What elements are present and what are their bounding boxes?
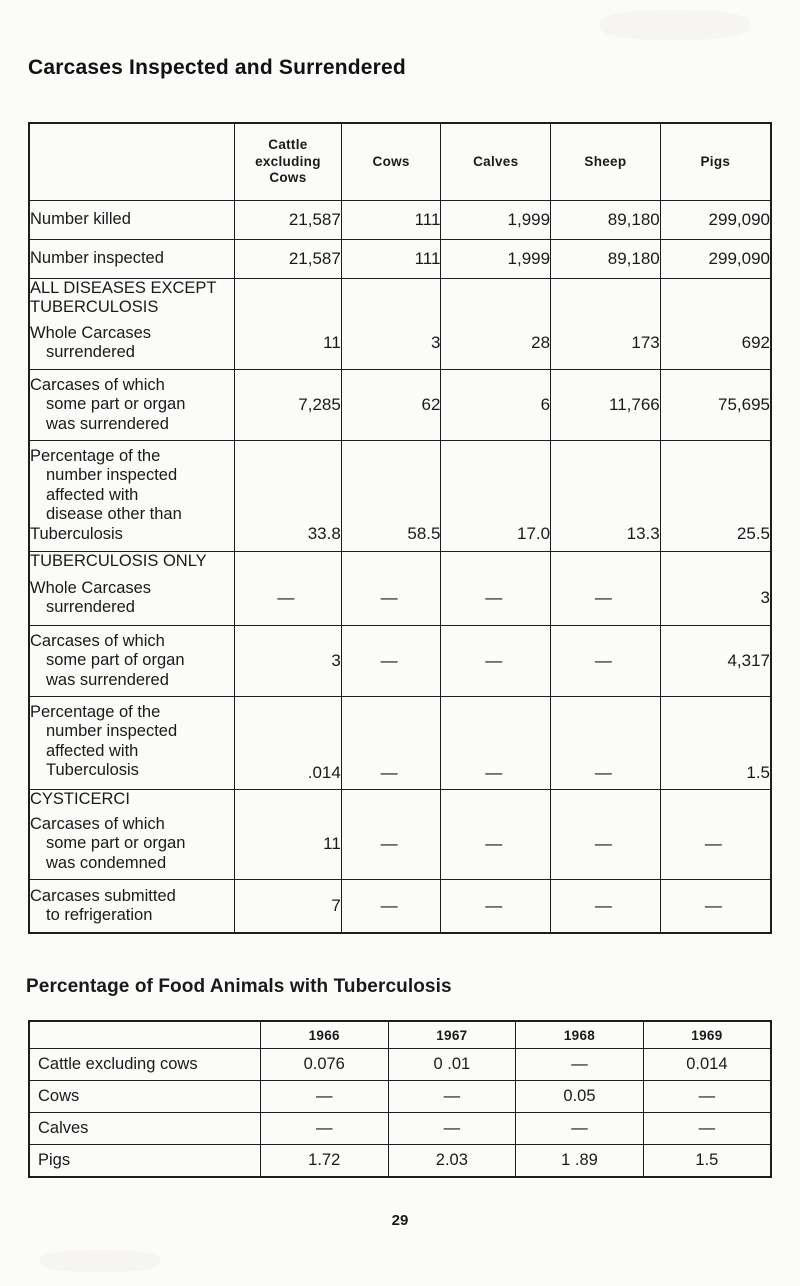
section-title-all-diseases-line1: ALL DISEASES EXCEPT	[29, 279, 235, 299]
row-label-tb-part-organ-surrendered	[29, 626, 235, 697]
cell-part-organ-surrendered-cows: 62	[341, 370, 441, 441]
label-line-2: some part or organ	[46, 834, 186, 853]
cell-percentage-other-disease-calves: 17.0	[441, 441, 551, 552]
cy-spacer-cows	[341, 790, 441, 810]
label-line-3: was surrendered	[46, 670, 169, 689]
cell-part-organ-surrendered-cattle: 7,285	[235, 370, 342, 441]
pct-header-row	[29, 1021, 771, 1049]
cy-spacer-cattle	[235, 790, 342, 810]
row-label-part-organ-surrendered	[29, 370, 235, 441]
cell-number-killed-cows: 111	[341, 201, 441, 240]
header-line-2: excluding	[255, 153, 321, 169]
row-label-tb-whole-carcases-surrendered	[29, 571, 235, 626]
column-header-cattle-excluding-cows	[235, 123, 342, 201]
scan-artifact	[600, 10, 750, 40]
cell-number-killed-pigs: 299,090	[660, 201, 771, 240]
pct-cell-cows-1968: 0.05	[516, 1081, 644, 1113]
pct-cell-pigs-1967: 2.03	[388, 1145, 516, 1178]
cy-spacer-sheep	[551, 790, 661, 810]
pct-row-label-calves: Calves	[29, 1113, 260, 1145]
label-line-1: Whole Carcases	[30, 323, 152, 342]
cell-cysticerci-condemned-sheep: —	[551, 809, 661, 880]
cell-whole-carcases-surrendered-cows: 3	[341, 317, 441, 370]
pct-cell-cows-1967: —	[388, 1081, 516, 1113]
row-label-carcases-refrigeration	[29, 880, 235, 934]
pct-cell-calves-1966: —	[260, 1113, 388, 1145]
cell-percentage-other-disease-cattle: 33.8	[235, 441, 342, 552]
pct-cell-calves-1967: —	[388, 1113, 516, 1145]
row-label-whole-carcases-surrendered	[29, 317, 235, 370]
section-spacer-pigs	[660, 279, 771, 299]
label-line-4: disease other than	[46, 505, 182, 524]
pct-column-header-1968: 1968	[516, 1021, 644, 1049]
cell-tb-part-calves: —	[441, 626, 551, 697]
label-line-2: surrendered	[46, 343, 135, 361]
cell-part-organ-surrendered-sheep: 11,766	[551, 370, 661, 441]
label-line-1: Percentage of the	[30, 447, 161, 465]
cell-whole-carcases-surrendered-pigs: 692	[660, 317, 771, 370]
scan-artifact	[40, 1250, 160, 1272]
row-label-cysticerci-condemned	[29, 809, 235, 880]
section-spacer-pigs-2	[660, 298, 771, 317]
header-line-3: Cows	[269, 170, 307, 186]
cell-part-organ-surrendered-pigs: 75,695	[660, 370, 771, 441]
label-line-1: Carcases of which	[30, 375, 165, 394]
column-header-pigs: Pigs	[660, 123, 771, 201]
section-title-tuberculosis-only: TUBERCULOSIS ONLY	[29, 552, 235, 572]
table-row	[29, 1081, 771, 1113]
cell-refrigeration-sheep: —	[551, 880, 661, 934]
label-line-2: some part of organ	[46, 651, 185, 670]
cell-tb-whole-cows: —	[341, 571, 441, 626]
cell-whole-carcases-surrendered-cattle: 11	[235, 317, 342, 370]
cell-cysticerci-condemned-cattle: 11	[235, 809, 342, 880]
header-line-1: Cattle	[268, 136, 308, 152]
table-row	[29, 201, 771, 240]
cell-tb-percentage-pigs: 1.5	[660, 697, 771, 790]
table-row	[29, 809, 771, 880]
column-header-blank	[29, 123, 235, 201]
cell-tb-whole-cattle: —	[235, 571, 342, 626]
cell-cysticerci-condemned-cows: —	[341, 809, 441, 880]
label-line-2: to refrigeration	[46, 906, 153, 924]
pct-cell-cows-1969: —	[643, 1081, 771, 1113]
label-line-2: surrendered	[46, 598, 135, 616]
pct-row-label-pigs: Pigs	[29, 1145, 260, 1178]
pct-column-header-1969: 1969	[643, 1021, 771, 1049]
cell-refrigeration-calves: —	[441, 880, 551, 934]
cell-number-inspected-cattle: 21,587	[235, 240, 342, 279]
page-number: 29	[391, 1212, 409, 1229]
cell-whole-carcases-surrendered-sheep: 173	[551, 317, 661, 370]
cell-tb-percentage-cattle: .014	[235, 697, 342, 790]
cell-part-organ-surrendered-calves: 6	[441, 370, 551, 441]
cell-tb-whole-pigs: 3	[660, 571, 771, 626]
cell-percentage-other-disease-sheep: 13.3	[551, 441, 661, 552]
pct-cell-pigs-1966: 1.72	[260, 1145, 388, 1178]
tb-spacer-calves	[441, 552, 551, 572]
cell-number-killed-cattle: 21,587	[235, 201, 342, 240]
table-row	[29, 370, 771, 441]
table-row	[29, 1113, 771, 1145]
table-row	[29, 240, 771, 279]
cell-number-inspected-sheep: 89,180	[551, 240, 661, 279]
pct-cell-cattle-1966: 0.076	[260, 1049, 388, 1081]
pct-cell-pigs-1969: 1.5	[643, 1145, 771, 1178]
table-header-row	[29, 123, 771, 201]
section-title-percentage-food-animals: Percentage of Food Animals with Tuberculosis	[26, 976, 452, 997]
pct-row-label-cattle-excluding-cows: Cattle excluding cows	[29, 1049, 260, 1081]
label-line-4: Tuberculosis	[46, 761, 139, 780]
pct-column-header-blank	[29, 1021, 260, 1049]
pct-cell-cattle-1968: —	[516, 1049, 644, 1081]
cell-refrigeration-cattle: 7	[235, 880, 342, 934]
label-line-3: affected with	[46, 485, 139, 504]
label-line-1: Carcases submitted	[30, 886, 176, 905]
tb-spacer-cattle	[235, 552, 342, 572]
cell-cysticerci-condemned-calves: —	[441, 809, 551, 880]
section-spacer-calves	[441, 279, 551, 299]
cy-spacer-pigs	[660, 790, 771, 810]
cell-number-killed-calves: 1,999	[441, 201, 551, 240]
label-line-2: number inspected	[46, 722, 178, 741]
cy-spacer-calves	[441, 790, 551, 810]
carcases-table-container	[28, 122, 772, 934]
percentage-table-container	[28, 1020, 772, 1178]
section-spacer-sheep-2	[551, 298, 661, 317]
cell-number-killed-sheep: 89,180	[551, 201, 661, 240]
cell-tb-whole-sheep: —	[551, 571, 661, 626]
table-row	[29, 1049, 771, 1081]
pct-column-header-1966: 1966	[260, 1021, 388, 1049]
column-header-sheep: Sheep	[551, 123, 661, 201]
cell-tb-part-cattle: 3	[235, 626, 342, 697]
section-header-row-tuberculosis	[29, 552, 771, 572]
row-label-number-killed: Number killed	[29, 201, 235, 240]
section-spacer-cattle	[235, 279, 342, 299]
cell-tb-percentage-cows: —	[341, 697, 441, 790]
carcases-inspected-table	[28, 122, 772, 934]
pct-cell-calves-1968: —	[516, 1113, 644, 1145]
label-line-3: was condemned	[46, 853, 167, 872]
pct-cell-cows-1966: —	[260, 1081, 388, 1113]
section-title-cysticerci: CYSTICERCI	[29, 790, 235, 810]
section-header-row-all-diseases	[29, 279, 771, 299]
cell-tb-part-sheep: —	[551, 626, 661, 697]
cell-number-inspected-pigs: 299,090	[660, 240, 771, 279]
cell-refrigeration-cows: —	[341, 880, 441, 934]
cell-tb-whole-calves: —	[441, 571, 551, 626]
table-row	[29, 441, 771, 552]
percentage-tuberculosis-table	[28, 1020, 772, 1178]
table-row	[29, 626, 771, 697]
section-header-row-all-diseases-2	[29, 298, 771, 317]
section-spacer-cows	[341, 279, 441, 299]
table-row	[29, 880, 771, 934]
row-label-tb-percentage	[29, 697, 235, 790]
label-line-3: affected with	[46, 741, 139, 760]
table-row	[29, 571, 771, 626]
pct-cell-calves-1969: —	[643, 1113, 771, 1145]
cell-tb-percentage-sheep: —	[551, 697, 661, 790]
pct-column-header-1967: 1967	[388, 1021, 516, 1049]
pct-row-label-cows: Cows	[29, 1081, 260, 1113]
cell-cysticerci-condemned-pigs: —	[660, 809, 771, 880]
cell-tb-part-pigs: 4,317	[660, 626, 771, 697]
label-line-2: number inspected	[46, 466, 178, 485]
row-label-percentage-other-disease	[29, 441, 235, 552]
label-line-5: Tuberculosis	[30, 524, 123, 543]
pct-cell-pigs-1968: 1 .89	[516, 1145, 644, 1178]
pct-cell-cattle-1969: 0.014	[643, 1049, 771, 1081]
label-line-1: Percentage of the	[30, 703, 161, 721]
label-line-2: some part or organ	[46, 395, 186, 414]
cell-refrigeration-pigs: —	[660, 880, 771, 934]
cell-percentage-other-disease-pigs: 25.5	[660, 441, 771, 552]
cell-number-inspected-cows: 111	[341, 240, 441, 279]
table-row	[29, 697, 771, 790]
column-header-cows: Cows	[341, 123, 441, 201]
cell-whole-carcases-surrendered-calves: 28	[441, 317, 551, 370]
table-row	[29, 317, 771, 370]
cell-tb-percentage-calves: —	[441, 697, 551, 790]
section-spacer-sheep	[551, 279, 661, 299]
tb-spacer-pigs	[660, 552, 771, 572]
label-line-1: Carcases of which	[30, 814, 165, 833]
table-row	[29, 1145, 771, 1178]
page-title: Carcases Inspected and Surrendered	[28, 56, 406, 79]
section-spacer-cattle-2	[235, 298, 342, 317]
section-spacer-cows-2	[341, 298, 441, 317]
label-line-1: Carcases of which	[30, 631, 165, 650]
section-header-row-cysticerci	[29, 790, 771, 810]
label-line-3: was surrendered	[46, 414, 169, 433]
section-spacer-calves-2	[441, 298, 551, 317]
label-line-1: Whole Carcases	[30, 578, 152, 597]
column-header-calves: Calves	[441, 123, 551, 201]
section-title-all-diseases-line2: TUBERCULOSIS	[29, 298, 235, 317]
cell-percentage-other-disease-cows: 58.5	[341, 441, 441, 552]
tb-spacer-cows	[341, 552, 441, 572]
row-label-number-inspected: Number inspected	[29, 240, 235, 279]
cell-number-inspected-calves: 1,999	[441, 240, 551, 279]
tb-spacer-sheep	[551, 552, 661, 572]
cell-tb-part-cows: —	[341, 626, 441, 697]
pct-cell-cattle-1967: 0 .01	[388, 1049, 516, 1081]
